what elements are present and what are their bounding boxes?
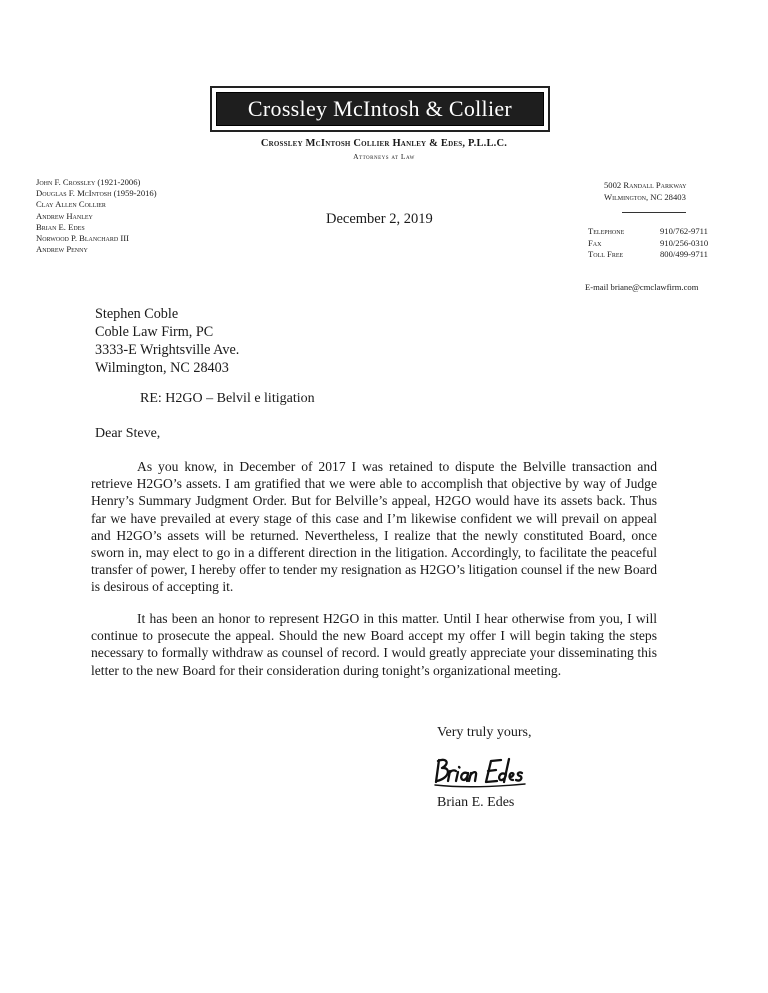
contact-label: Toll Free [588,249,624,259]
contact-label: Fax [588,237,602,248]
recipient-line: Stephen Coble [95,306,179,322]
recipient-line: Coble Law Firm, PC [95,324,214,340]
firm-name: Crossley McIntosh Collier Hanley & Edes, P.L.L.C. [260,138,508,149]
attorney-name: John F. Crossley (1921-2006) [36,177,141,187]
recipient-address [95,305,239,377]
subject-line: RE: H2GO – Belvil e litigation [140,391,315,406]
contact-email: E-mail briane@cmclawfirm.com [585,282,699,292]
attorney-name: Clay Allen Collier [36,199,106,210]
attorney-name: Andrew Penny [36,244,88,255]
contact-value: 910/762-9711 [660,226,708,236]
recipient-line: 3333-E Wrightsville Ave. [95,342,240,358]
attorney-name: Andrew Hanley [36,210,93,221]
firm-address [604,179,686,203]
firm-logo-banner [216,92,544,126]
contact-numbers [588,226,708,261]
closing: Very truly yours, [437,725,532,740]
contact-value: 910/256-0310 [660,237,709,248]
address-street: 5002 Randall Parkway [604,180,687,190]
address-divider [622,212,686,213]
signature-icon [433,756,533,790]
attorney-roster [36,177,157,255]
contact-label: Telephone [588,226,625,236]
attorney-name: Douglas F. McIntosh (1959-2016) [36,188,157,199]
letter-date: December 2, 2019 [326,211,433,227]
salutation: Dear Steve, [95,426,161,441]
contact-row [588,238,708,250]
contact-value: 800/499-9711 [660,249,708,259]
address-city: Wilmington, NC 28403 [604,192,686,202]
signature-image [433,756,533,795]
firm-logo-text: Crossley McIntosh & Collier [247,96,513,121]
contact-row [588,226,708,238]
firm-subtitle: Attorneys at Law [353,152,415,161]
body-paragraph: It has been an honor to represent H2GO in this matter. Until I hear otherwise from you, I will continue to prosecute the appeal. Should the new Board accept my offer I will begin taking the steps necessary to formally withdraw as counsel of record. I would greatly appreciate your disseminating this letter to the new Board for their consideration during tonight’s organizational meeting. [91,611,657,678]
contact-row [588,249,708,261]
attorney-name: Brian E. Edes [36,221,85,232]
body-paragraph: As you know, in December of 2017 I was retained to dispute the Belville transaction and retrieve H2GO’s assets. I am gratified that we were able to accomplish that objective by way of Judge Henry’s Summary Judgment Order. But for Belville’s appeal, H2GO would have its assets back. Thus far we have prevailed at every stage of this case and I’m likewise confident we will prevail on appeal and H2GO’s assets will be returned. Nevertheless, I realize that the newly constituted Board, once sworn in, may elect to go in a different direction in the litigation. Accordingly, to facilitate the peaceful transfer of power, I hereby offer to tender my resignation as H2GO’s litigation counsel if the new Board is desirous of accepting it. [91,459,657,595]
signer-name: Brian E. Edes [437,795,515,810]
attorney-name: Norwood P. Blanchard III [36,233,129,244]
recipient-line: Wilmington, NC 28403 [95,360,229,376]
firm-logo [210,86,550,132]
